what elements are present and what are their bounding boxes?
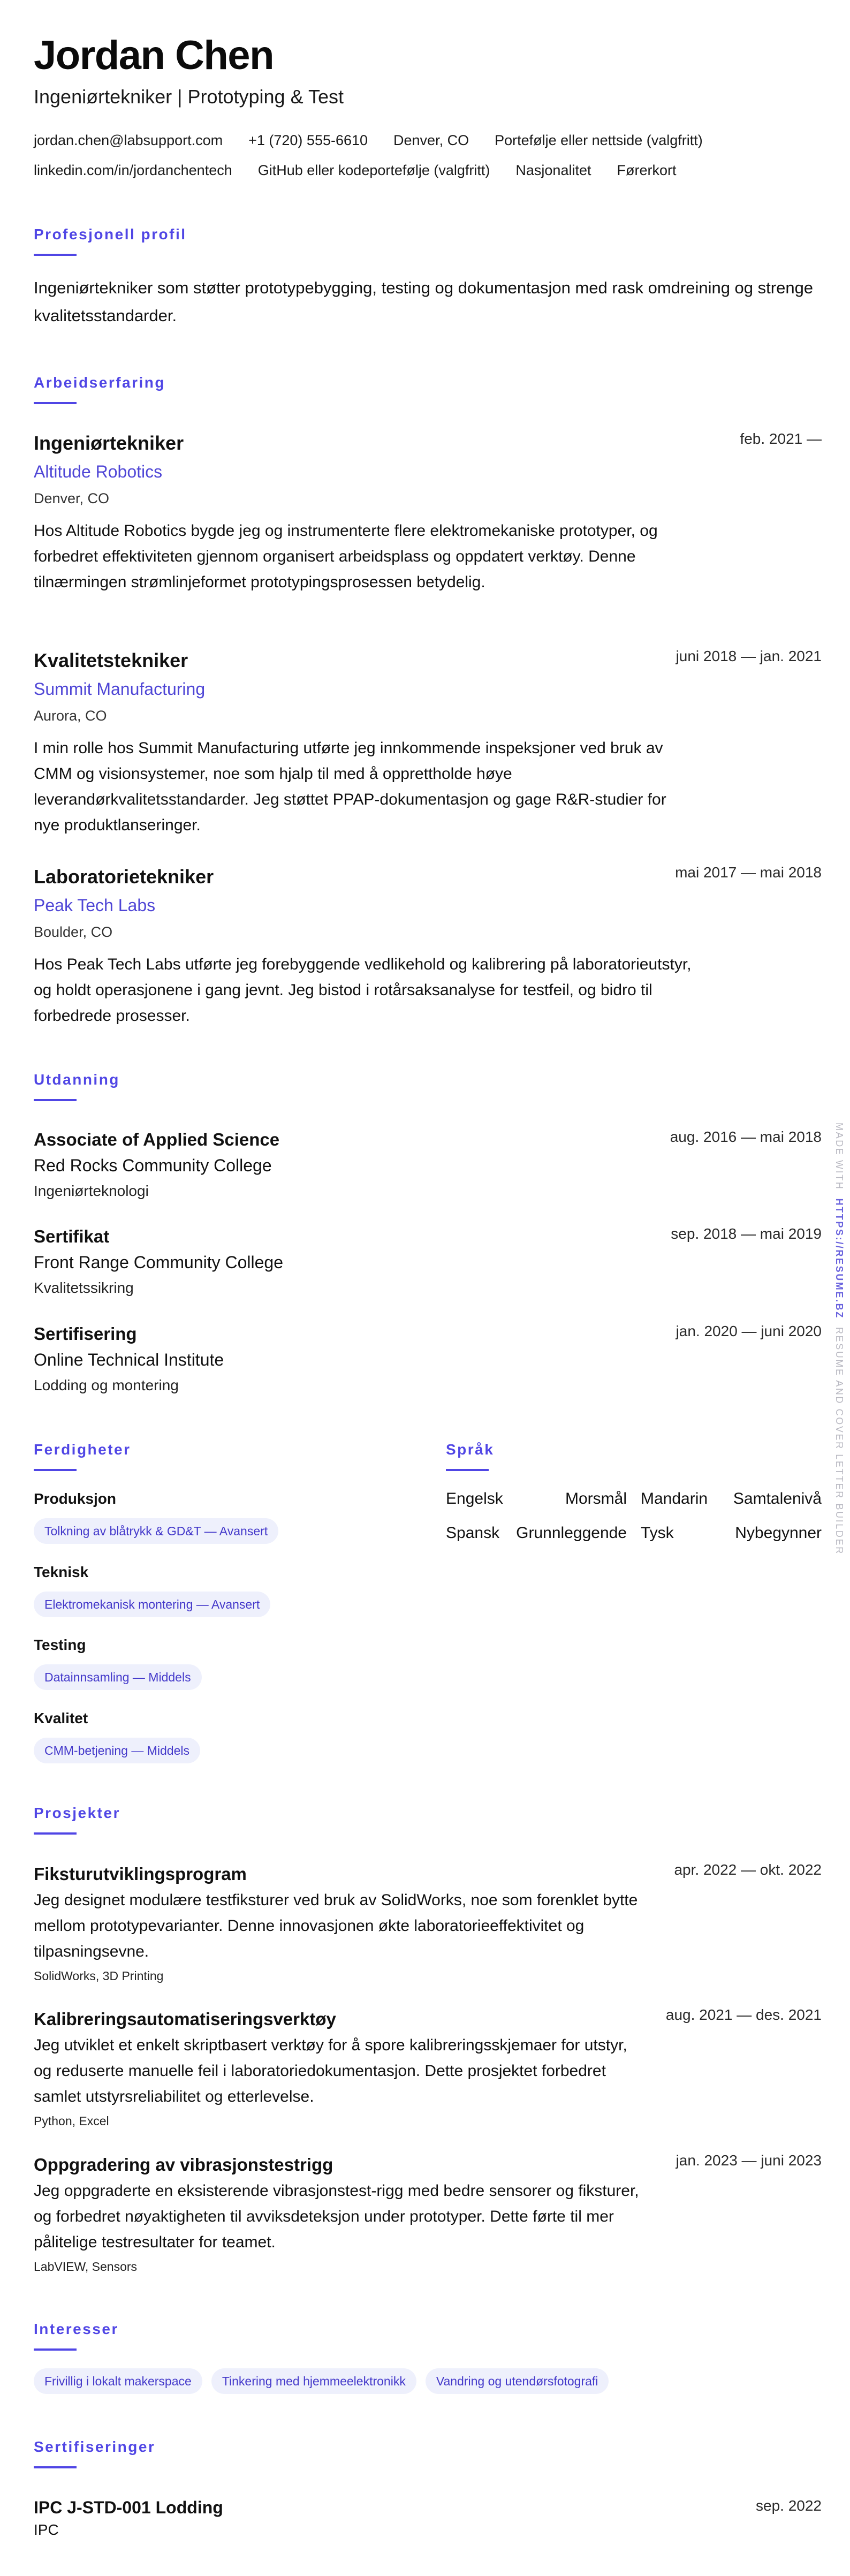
job-title: Kvalitetstekniker bbox=[34, 649, 188, 671]
job-entry bbox=[34, 647, 822, 838]
skill-chip: Tolkning av blåtrykk & GD&T — Avansert bbox=[34, 1518, 278, 1544]
contact-list bbox=[34, 125, 815, 185]
section-heading-experience bbox=[34, 372, 165, 393]
section-heading-certifications bbox=[34, 2436, 155, 2458]
job-location: Boulder, CO bbox=[34, 924, 113, 940]
watermark-suffix: RESUME AND COVER LETTER BUILDER bbox=[834, 1327, 845, 1555]
field-of-study: Kvalitetssikring bbox=[34, 1279, 134, 1296]
degree: Associate of Applied Science bbox=[34, 1130, 280, 1149]
section-heading-education bbox=[34, 1069, 120, 1090]
language-level: Morsmål bbox=[565, 1490, 627, 1507]
job-date: juni 2018 — jan. 2021 bbox=[676, 648, 822, 664]
project-description: Jeg designet modulære testfiksturer ved bruk av SolidWorks, noe som forenklet bytte mellom prototypevarianter. Denne innovasjonen økte laboratorieeffektivitet og tilpasningsevne. bbox=[34, 1891, 638, 1960]
language-name: Spansk bbox=[446, 1524, 500, 1542]
contact-item: Denver, CO bbox=[393, 132, 469, 148]
skill-chip: Datainnsamling — Middels bbox=[34, 1664, 202, 1690]
skill-category: Testing bbox=[34, 1636, 86, 1653]
project-description: Jeg oppgraderte en eksisterende vibrasjonstest-rigg med bedre sensorer og fiksturer, og forbedret nøyaktigheten til avviksdeteksjon under prototyper. Dette førte til mer pålitelige testresultater for teamet. bbox=[34, 2182, 639, 2251]
education-date: sep. 2018 — mai 2019 bbox=[671, 1225, 822, 1242]
project-technologies: LabVIEW, Sensors bbox=[34, 2260, 138, 2274]
language-name: Engelsk bbox=[446, 1490, 503, 1507]
section-underline bbox=[34, 402, 77, 404]
job-date: mai 2017 — mai 2018 bbox=[675, 864, 822, 881]
section-title: Utdanning bbox=[34, 1071, 120, 1088]
contact-item: +1 (720) 555-6610 bbox=[248, 132, 368, 148]
field-of-study: Lodding og montering bbox=[34, 1377, 179, 1393]
education-date: aug. 2016 — mai 2018 bbox=[670, 1128, 822, 1145]
job-description: I min rolle hos Summit Manufacturing utførte jeg innkommende inspeksjoner ved bruk av CMM og visionsystemer, noe som hjalp til med å opprettholde høye leverandørkvalitetsstandarder. Jeg støttet PPAP-dokumentasjon og gage R&R-studier for nye produktlanseringer. bbox=[34, 739, 666, 834]
contact-item: Førerkort bbox=[617, 162, 677, 178]
section-title: Språk bbox=[446, 1441, 495, 1458]
school-name: Online Technical Institute bbox=[34, 1350, 224, 1369]
project-entry bbox=[34, 1861, 822, 1987]
company-name: Altitude Robotics bbox=[34, 462, 163, 481]
job-location: Aurora, CO bbox=[34, 708, 107, 724]
skill-group bbox=[34, 1708, 200, 1763]
job-description: Hos Altitude Robotics bygde jeg og instrumenterte flere elektromekaniske prototyper, og forbedret effektiviteten gjennom organisert arbeidsplass og oppdatert verktøy. Denne tilnærmingen strømlinjeformet prototypingsprosessen betydelig. bbox=[34, 522, 658, 591]
contact-item[interactable]: linkedin.com/in/jordanchentech bbox=[34, 162, 232, 178]
skill-group bbox=[34, 1488, 278, 1544]
language-level: Grunnleggende bbox=[516, 1524, 627, 1542]
language-item bbox=[641, 1522, 822, 1544]
job-entry bbox=[34, 863, 822, 1029]
contact-item[interactable]: GitHub eller kodeportefølje (valgfritt) bbox=[257, 162, 490, 178]
section-underline bbox=[446, 1469, 489, 1471]
section-heading-profile bbox=[34, 224, 187, 245]
skill-category: Produksjon bbox=[34, 1490, 117, 1507]
certification-entry bbox=[34, 2496, 822, 2541]
language-level: Nybegynner bbox=[735, 1524, 822, 1542]
project-technologies: Python, Excel bbox=[34, 2114, 109, 2128]
skill-category: Teknisk bbox=[34, 1564, 89, 1580]
section-title: Prosjekter bbox=[34, 1805, 120, 1821]
skill-chip: CMM-betjening — Middels bbox=[34, 1738, 200, 1763]
certification-title: IPC J-STD-001 Lodding bbox=[34, 2498, 223, 2517]
section-underline bbox=[34, 1099, 77, 1101]
project-date: apr. 2022 — okt. 2022 bbox=[674, 1861, 822, 1878]
company-name: Summit Manufacturing bbox=[34, 679, 206, 699]
job-title: Ingeniørtekniker bbox=[34, 432, 184, 454]
job-entry bbox=[34, 430, 822, 595]
contact-item: Nasjonalitet bbox=[515, 162, 591, 178]
profile-summary: Ingeniørtekniker som støtter prototypebygging, testing og dokumentasjon med rask omdreining og strenge kvalitetsstandarder. bbox=[34, 278, 814, 325]
language-level: Samtalenivå bbox=[733, 1490, 822, 1507]
contact-item[interactable]: Portefølje eller nettside (valgfritt) bbox=[495, 132, 703, 148]
interest-chip: Tinkering med hjemmeelektronikk bbox=[211, 2368, 416, 2394]
section-title: Ferdigheter bbox=[34, 1441, 131, 1458]
language-item bbox=[641, 1488, 822, 1510]
job-title: Laboratorietekniker bbox=[34, 866, 214, 888]
skill-group bbox=[34, 1562, 270, 1617]
section-underline bbox=[34, 1469, 77, 1471]
project-description: Jeg utviklet et enkelt skriptbasert verktøy for å spore kalibreringsskjemaer for utstyr, og reduserte manuelle feil i laboratoriedokumentasjon. Dette prosjektet forbedret samlet utstyrsreliabilitet og etterlevelse. bbox=[34, 2036, 627, 2105]
language-name: Tysk bbox=[641, 1524, 674, 1542]
company-name: Peak Tech Labs bbox=[34, 896, 156, 915]
project-entry bbox=[34, 2151, 822, 2277]
section-underline bbox=[34, 254, 77, 256]
project-entry bbox=[34, 2006, 822, 2132]
section-heading-skills bbox=[34, 1439, 131, 1460]
language-item bbox=[446, 1488, 627, 1510]
project-title: Oppgradering av vibrasjonstestrigg bbox=[34, 2155, 333, 2175]
skill-chip: Elektromekanisk montering — Avansert bbox=[34, 1592, 270, 1617]
section-title: Arbeidserfaring bbox=[34, 374, 165, 391]
project-date: aug. 2021 — des. 2021 bbox=[665, 2006, 822, 2023]
language-name: Mandarin bbox=[641, 1490, 708, 1507]
skill-category: Kvalitet bbox=[34, 1710, 88, 1726]
watermark-prefix: MADE WITH bbox=[834, 1123, 845, 1191]
section-heading-interests bbox=[34, 2319, 119, 2340]
watermark-link[interactable]: HTTPS://RESUME.BZ bbox=[834, 1198, 845, 1319]
project-date: jan. 2023 — juni 2023 bbox=[676, 2152, 822, 2169]
education-entry bbox=[34, 1127, 822, 1204]
interest-list bbox=[34, 2368, 609, 2394]
section-title: Sertifiseringer bbox=[34, 2438, 156, 2455]
section-title: Interesser bbox=[34, 2321, 119, 2337]
project-title: Fiksturutviklingsprogram bbox=[34, 1864, 247, 1884]
education-entry bbox=[34, 1224, 822, 1301]
job-date: feb. 2021 — bbox=[740, 430, 822, 447]
section-underline bbox=[34, 2348, 77, 2351]
project-title: Kalibreringsautomatiseringsverktøy bbox=[34, 2009, 336, 2029]
field-of-study: Ingeniørteknologi bbox=[34, 1183, 149, 1199]
section-underline bbox=[34, 2466, 77, 2468]
skill-group bbox=[34, 1634, 202, 1690]
language-list bbox=[446, 1488, 822, 1544]
project-technologies: SolidWorks, 3D Printing bbox=[34, 1969, 164, 1983]
interest-chip: Vandring og utendørsfotografi bbox=[426, 2368, 609, 2394]
section-heading-languages bbox=[446, 1439, 494, 1460]
job-location: Denver, CO bbox=[34, 490, 110, 506]
school-name: Front Range Community College bbox=[34, 1253, 283, 1272]
section-underline bbox=[34, 1832, 77, 1835]
watermark bbox=[833, 1123, 845, 1555]
certification-issuer: IPC bbox=[34, 2521, 59, 2538]
contact-item[interactable]: jordan.chen@labsupport.com bbox=[34, 132, 223, 148]
degree: Sertifisering bbox=[34, 1324, 137, 1344]
education-date: jan. 2020 — juni 2020 bbox=[676, 1323, 822, 1339]
candidate-name: Jordan Chen bbox=[34, 33, 274, 78]
school-name: Red Rocks Community College bbox=[34, 1156, 272, 1175]
job-description: Hos Peak Tech Labs utførte jeg forebyggende vedlikehold og kalibrering på laboratorieutstyr, og holdt operasjonene i gang jevnt. Jeg bistod i rotårsaksanalyse for testfeil, og bidro til forbedrede prosesser. bbox=[34, 956, 692, 1025]
degree: Sertifikat bbox=[34, 1226, 110, 1246]
interest-chip: Frivillig i lokalt makerspace bbox=[34, 2368, 202, 2394]
section-heading-projects bbox=[34, 1802, 120, 1824]
candidate-headline: Ingeniørtekniker | Prototyping & Test bbox=[34, 86, 344, 108]
certification-date: sep. 2022 bbox=[756, 2497, 822, 2514]
education-entry bbox=[34, 1321, 822, 1398]
language-item bbox=[446, 1522, 627, 1544]
section-title: Profesjonell profil bbox=[34, 226, 187, 243]
